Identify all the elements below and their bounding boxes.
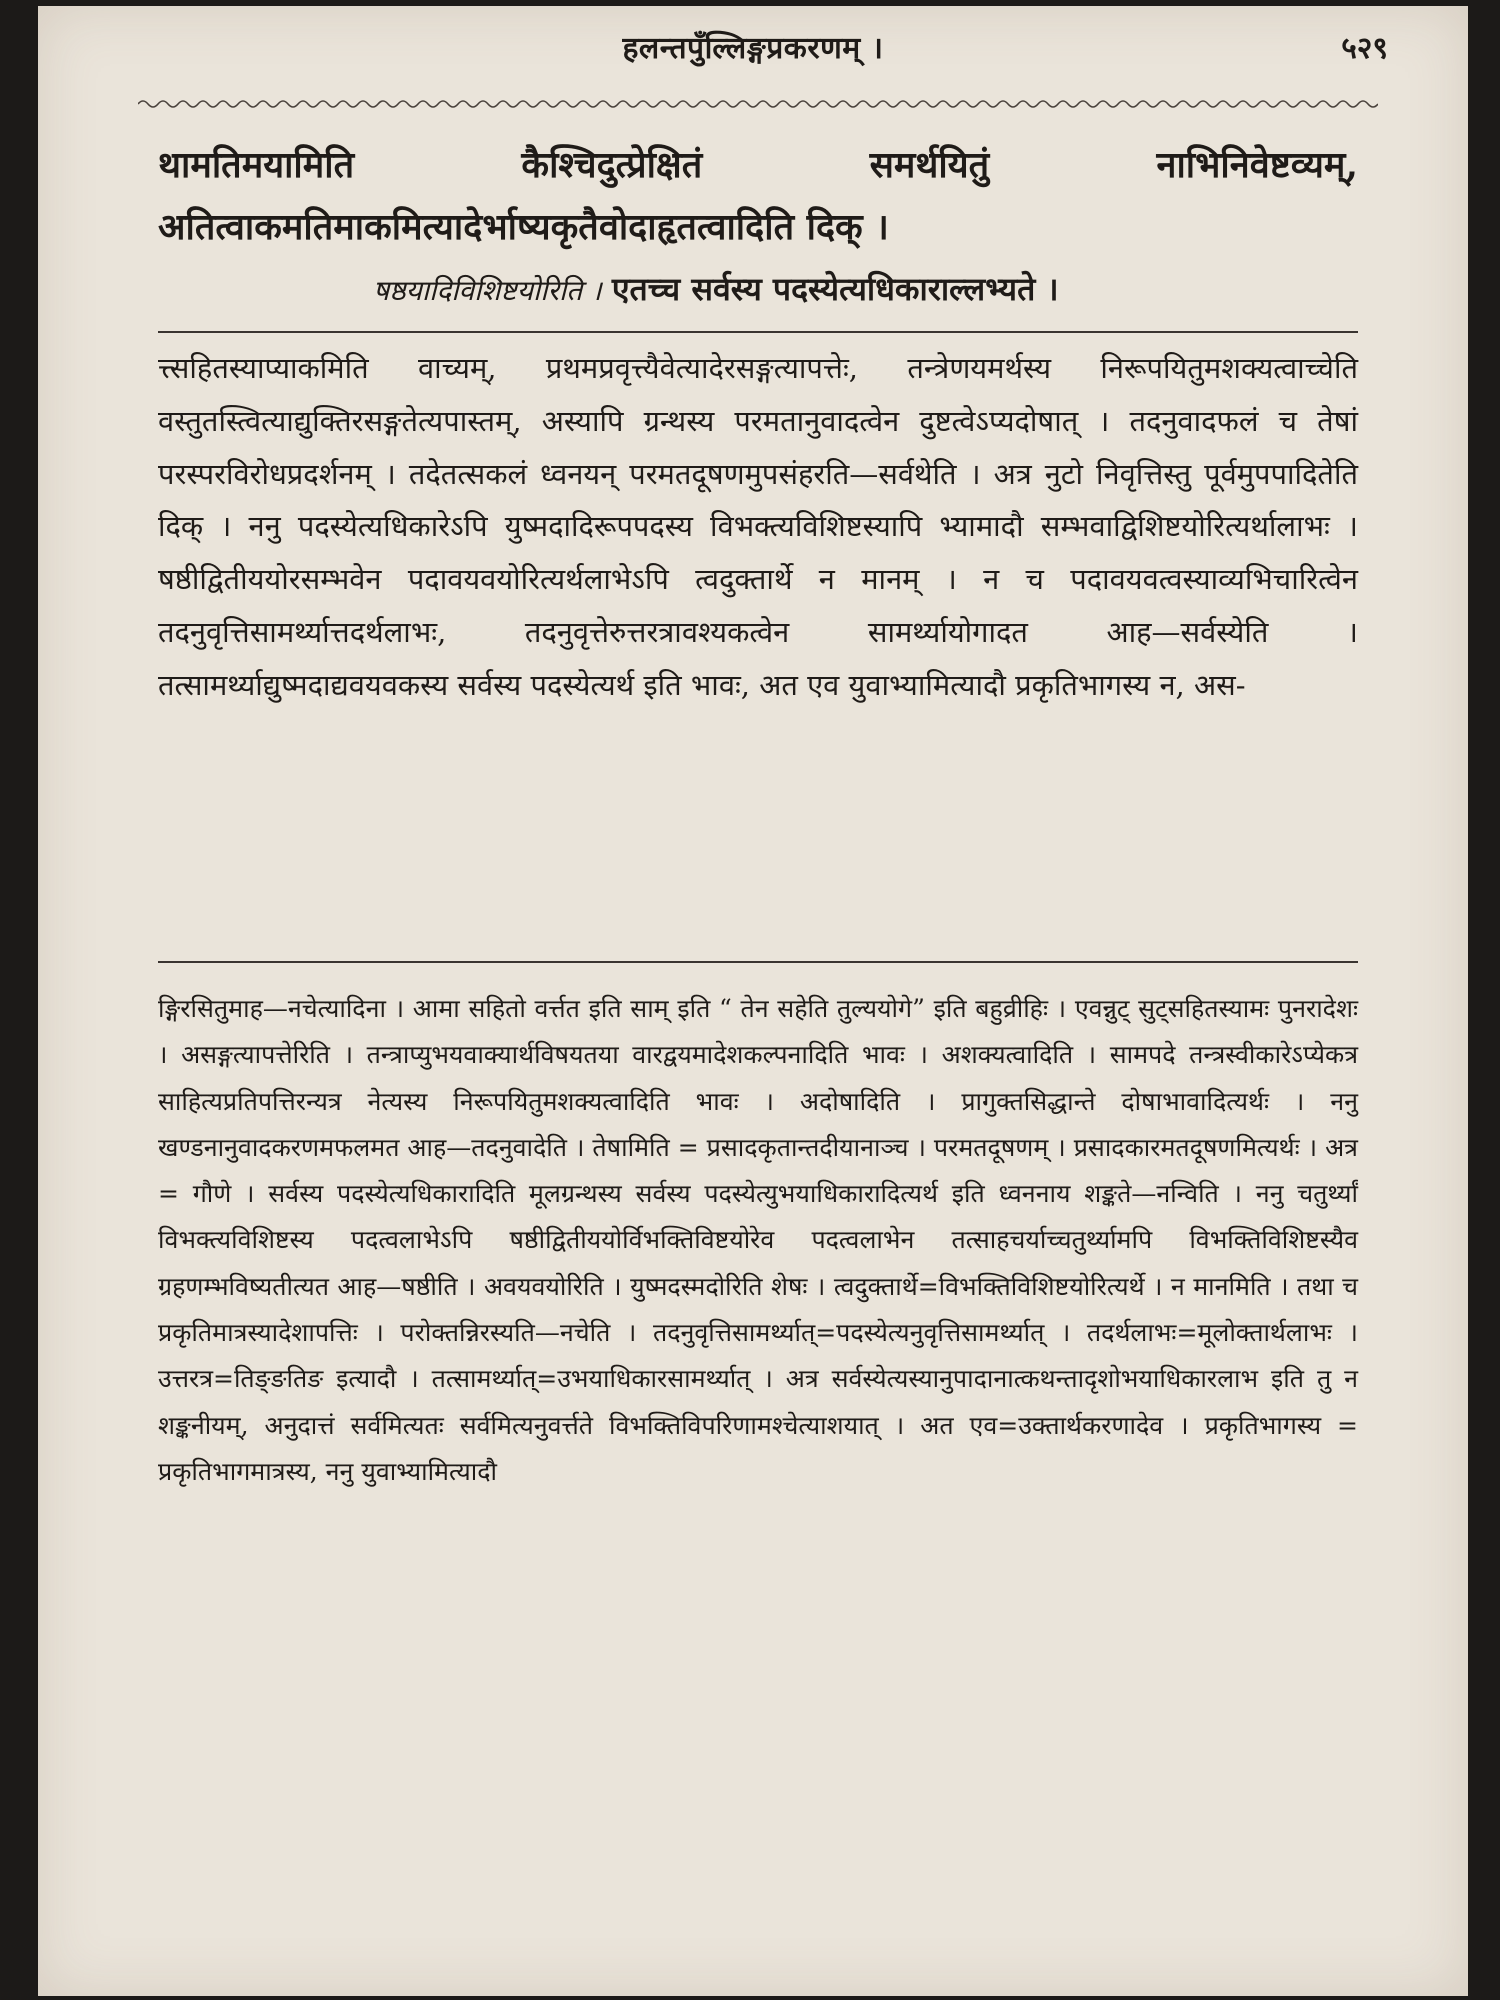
section-divider-1 bbox=[158, 331, 1358, 333]
footnote-paragraph: ङ्गिरसितुमाह—नचेत्यादिना । आमा सहितो वर्त्तत इति साम् इति “ तेन सहेति तुल्ययोगे” इति बहुव्रीहिः । एवन्नुट् सुट्सहितस्यामः पुनरादेशः । असङ्गत्यापत्तेरिति । तन्त्राप्युभयवाक्यार्थविषयतया वारद्वयमादेशकल्पनादिति भावः । अशक्यत्वादिति । सामपदे तन्त्रस्वीकारेऽप्येकत्र साहित्यप्रतिपत्तिरन्यत्र नेत्यस्य निरूपयितुमशक्यत्वादिति भावः । अदोषादिति । प्रागुक्तसिद्धान्ते दोषाभावादित्यर्थः । ननु खण्डनानुवादकरणमफलमत आह—तदनुवादेति । तेषामिति = प्रसादकृतान्तदीयानाञ्च । परमतदूषणम् । प्रसादकारमतदूषणमित्यर्थः । अत्र = गौणे । सर्वस्य पदस्येत्यधिकारादिति मूलग्रन्थस्य सर्वस्य पदस्येत्युभयाधिकारादित्यर्थ इति ध्वननाय शङ्कते—नन्विति । ननु चतुर्थ्यां विभक्त्यविशिष्टस्य पदत्वलाभेऽपि षष्ठीद्वितीययोर्विभक्तिविष्टयोरेव पदत्वलाभेन तत्साहचर्याच्चतुर्थ्यामपि विभक्तिविशिष्टस्यैव ग्रहणम्भविष्यतीत्यत आह—षष्ठीति । अवयवयोरिति । युष्मदस्मदोरिति शेषः । त्वदुक्तार्थे=विभक्तिविशिष्टयोरित्यर्थे । न मानमिति । तथा च प्रकृतिमात्रस्यादेशापत्तिः । परोक्तन्निरस्यति—नचेति । तदनुवृत्तिसामर्थ्यात्=पदस्येत्यनुवृत्तिसामर्थ्यात् । तदर्थलाभः=मूलोक्तार्थलाभः । उत्तरत्र=तिङ्ङतिङ इत्यादौ । तत्सामर्थ्यात्=उभयाधिकारसामर्थ्यात् । अत्र सर्वस्येत्यस्यानुपादानात्कथन्तादृशोभयाधिकारलाभ इति तु न शङ्कनीयम्, अनुदात्तं सर्वमित्यतः सर्वमित्यनुवर्त्तते विभक्तिविपरिणामश्चेत्याशयात् । अत एव=उक्तार्थकरणादेव । प्रकृतिभागस्य = प्रकृतिभागमात्रस्य, ननु युवाभ्यामित्यादौ bbox=[158, 994, 1358, 1486]
mula-sub-paragraph bbox=[158, 260, 1358, 320]
commentary-block bbox=[158, 342, 1358, 712]
book-page bbox=[38, 6, 1468, 1996]
footnote-block bbox=[158, 986, 1358, 1495]
commentary-paragraph: त्त्सहितस्याप्याकमिति वाच्यम्, प्रथमप्रवृत्त्यैवेत्यादेरसङ्गत्यापत्तेः, तन्त्रेणयमर्थस्य निरूपयितुमशक्यत्वाच्चेति वस्तुतस्त्वित्याद्युक्तिरसङ्गतेत्यपास्तम्, अस्यापि ग्रन्थस्य परमतानुवादत्वेन दुष्टत्वेऽप्यदोषात् । तदनुवादफलं च तेषां परस्परविरोधप्रदर्शनम् । तदेतत्सकलं ध्वनयन् परमतदूषणमुपसंहरति—सर्वथेति । अत्र नुटो निवृत्तिस्तु पूर्वमुपपादितेति दिक् । ननु पदस्येत्यधिकारेऽपि युष्मदादिरूपपदस्य विभक्त्यविशिष्टस्यापि भ्यामादौ सम्भवाद्विशिष्टयोरित्यर्थालाभः । षष्ठीद्वितीययोरसम्भवेन पदावयवयोरित्यर्थलाभेऽपि त्वदुक्तार्थे न मानम् । न च पदावयवत्वस्याव्यभिचारित्वेन तदनुवृत्तिसामर्थ्यात्तदर्थलाभः, तदनुवृत्तेरुत्तरत्रावश्यकत्वेन सामर्थ्यायोगादत आह—सर्वस्येति । तत्सामर्थ्याद्युष्मदाद्यवयवकस्य सर्वस्य पदस्येत्यर्थ इति भावः, अत एव युवाभ्यामित्यादौ प्रकृतिभागस्य न, अस- bbox=[158, 351, 1358, 702]
mula-sub-lemma: षष्ठयादिविशिष्टयोरिति । bbox=[373, 274, 602, 307]
mula-text-block bbox=[158, 134, 1358, 258]
running-head: हलन्तपुँल्लिङ्गप्रकरणम् । bbox=[622, 31, 884, 66]
section-divider-2 bbox=[158, 961, 1358, 963]
header-wavy-rule bbox=[138, 98, 1378, 110]
mula-sub-block bbox=[158, 260, 1358, 320]
mula-sub-text: एतच्च सर्वस्य पदस्येत्यधिकाराल्लभ्यते । bbox=[611, 270, 1059, 308]
page-number: ५२९ bbox=[1341, 31, 1388, 66]
page-header bbox=[38, 26, 1468, 76]
mula-paragraph: थामतिमयामिति कैश्चिदुत्प्रेक्षितं समर्थयितुं नाभिनिवेष्टव्यम्, अतित्वाकमतिमाकमित्यादेर्भाष्यकृतैवोदाहृतत्वादिति दिक् । bbox=[158, 144, 1358, 248]
